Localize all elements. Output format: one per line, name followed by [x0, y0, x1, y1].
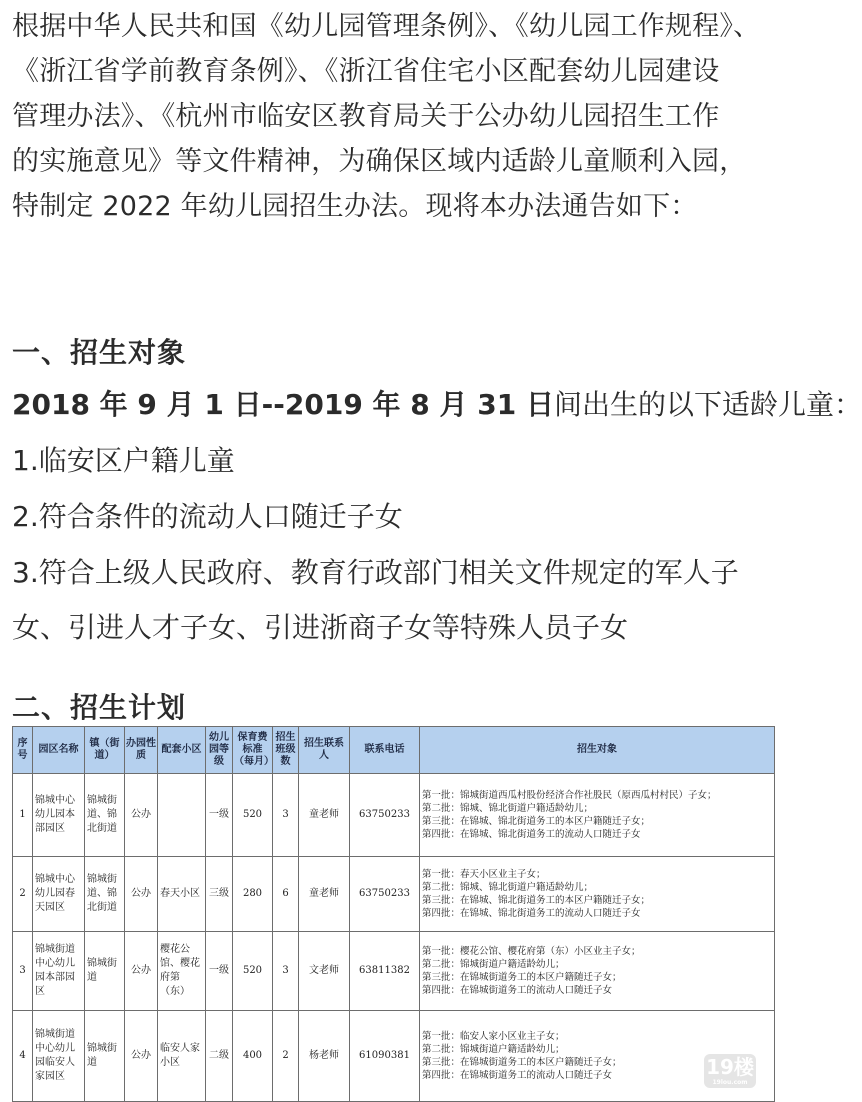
cell-community: 樱花公馆、樱花府第（东） [158, 932, 206, 1011]
cell-level: 二级 [206, 1011, 233, 1102]
section-heading-enrollment-plan: 二、招生计划 [12, 691, 187, 724]
table-row [13, 932, 775, 1011]
cell-no: 1 [13, 774, 33, 857]
enrollment-plan-table-wrapper [12, 726, 774, 1102]
target-batch: 第四批：在锦城、锦北街道务工的流动人口随迁子女 [422, 829, 641, 840]
cell-contact: 童老师 [299, 857, 350, 932]
cell-contact: 文老师 [299, 932, 350, 1011]
target-batch: 第三批：在锦城街道务工的本区户籍随迁子女； [422, 1057, 622, 1068]
cell-name: 锦城中心幼儿园本部园区 [33, 774, 85, 857]
target-item: 1.临安区户籍儿童 [12, 444, 235, 477]
intro-line: 《浙江省学前教育条例》、《浙江省住宅小区配套幼儿园建设 [12, 56, 720, 87]
cell-phone: 63750233 [350, 774, 420, 857]
watermark-logo-text: 19楼 [706, 1055, 754, 1079]
cell-community [158, 774, 206, 857]
header-no: 序号 [13, 727, 33, 774]
target-batch: 第四批：在锦城、锦北街道务工的流动人口随迁子女 [422, 908, 641, 919]
target-batch: 第一批：春天小区业主子女； [422, 869, 546, 880]
target-batch: 第二批：锦城、锦北街道户籍适龄幼儿； [422, 803, 594, 814]
cell-targets [420, 857, 775, 932]
section-heading-enrollment-target: 一、招生对象 [12, 336, 187, 369]
cell-fee: 280 [233, 857, 273, 932]
target-batch: 第四批：在锦城街道务工的流动人口随迁子女 [422, 1070, 613, 1081]
cell-name: 锦城中心幼儿园春天园区 [33, 857, 85, 932]
cell-classes: 3 [273, 932, 299, 1011]
header-nature: 办园性质 [125, 727, 158, 774]
cell-phone: 63811382 [350, 932, 420, 1011]
target-batch: 第三批：在锦城、锦北街道务工的本区户籍随迁子女； [422, 816, 651, 827]
cell-town: 锦城街道 [85, 932, 125, 1011]
site-watermark-logo [704, 1054, 756, 1088]
cell-fee: 400 [233, 1011, 273, 1102]
target-batch: 第三批：在锦城、锦北街道务工的本区户籍随迁子女； [422, 895, 651, 906]
cell-town: 锦城街道、锦北街道 [85, 774, 125, 857]
intro-line: 管理办法》、《杭州市临安区教育局关于公办幼儿园招生工作 [12, 101, 720, 132]
cell-no: 3 [13, 932, 33, 1011]
header-phone: 联系电话 [350, 727, 420, 774]
cell-town: 锦城街道 [85, 1011, 125, 1102]
target-batch: 第三批：在锦城街道务工的本区户籍随迁子女； [422, 972, 622, 983]
target-batch: 第一批：锦城街道西瓜村股份经济合作社股民（原西瓜村村民）子女； [422, 790, 717, 801]
header-community: 配套小区 [158, 727, 206, 774]
table-row [13, 857, 775, 932]
header-town: 镇（街道） [85, 727, 125, 774]
intro-line: 根据中华人民共和国《幼儿园管理条例》、《幼儿园工作规程》、 [12, 11, 761, 42]
target-item-continued: 女、引进人才子女、引进浙商子女等特殊人员子女 [12, 611, 629, 644]
cell-community: 临安人家小区 [158, 1011, 206, 1102]
cell-phone: 63750233 [350, 857, 420, 932]
header-contact: 招生联系人 [299, 727, 350, 774]
intro-line: 的实施意见》等文件精神，为确保区域内适龄儿童顺利入园， [12, 146, 747, 177]
target-item: 2.符合条件的流动人口随迁子女 [12, 500, 403, 533]
cell-community: 春天小区 [158, 857, 206, 932]
header-classes: 招生班级数 [273, 727, 299, 774]
target-batch: 第四批：在锦城街道务工的流动人口随迁子女 [422, 985, 613, 996]
header-fee: 保育费标准（每月） [233, 727, 273, 774]
cell-no: 4 [13, 1011, 33, 1102]
cell-fee: 520 [233, 774, 273, 857]
cell-no: 2 [13, 857, 33, 932]
cell-classes: 2 [273, 1011, 299, 1102]
cell-town: 锦城街道、锦北街道 [85, 857, 125, 932]
cell-nature: 公办 [125, 932, 158, 1011]
cell-level: 一级 [206, 774, 233, 857]
target-batch: 第二批：锦城、锦北街道户籍适龄幼儿； [422, 882, 594, 893]
intro-paragraph [12, 4, 774, 229]
birth-range-suffix: 间出生的以下适龄儿童： [554, 388, 862, 421]
intro-line: 特制定 2022 年幼儿园招生办法。现将本办法通告如下： [12, 191, 698, 222]
cell-level: 三级 [206, 857, 233, 932]
cell-fee: 520 [233, 932, 273, 1011]
table-row [13, 1011, 775, 1102]
table-row [13, 774, 775, 857]
target-batch: 第一批：樱花公馆、樱花府第（东）小区业主子女； [422, 946, 641, 957]
birth-range: 2018 年 9 月 1 日--2019 年 8 月 31 日 [12, 388, 554, 421]
cell-classes: 6 [273, 857, 299, 932]
header-targets: 招生对象 [420, 727, 775, 774]
target-batch: 第二批：锦城街道户籍适龄幼儿； [422, 1044, 565, 1055]
table-header-row [13, 727, 775, 774]
watermark-domain: 19lou.com [712, 1079, 748, 1086]
enrollment-plan-table [12, 726, 775, 1102]
cell-level: 一级 [206, 932, 233, 1011]
cell-contact: 童老师 [299, 774, 350, 857]
birth-range-line [12, 383, 862, 423]
cell-contact: 杨老师 [299, 1011, 350, 1102]
cell-targets [420, 932, 775, 1011]
cell-phone: 61090381 [350, 1011, 420, 1102]
cell-nature: 公办 [125, 774, 158, 857]
cell-classes: 3 [273, 774, 299, 857]
cell-name: 锦城街道中心幼儿园临安人家园区 [33, 1011, 85, 1102]
header-name: 园区名称 [33, 727, 85, 774]
target-batch: 第二批：锦城街道户籍适龄幼儿； [422, 959, 565, 970]
target-batch: 第一批：临安人家小区业主子女； [422, 1031, 565, 1042]
cell-name: 锦城街道中心幼儿园本部园区 [33, 932, 85, 1011]
cell-nature: 公办 [125, 1011, 158, 1102]
cell-targets [420, 774, 775, 857]
header-level: 幼儿园等级 [206, 727, 233, 774]
cell-nature: 公办 [125, 857, 158, 932]
target-item: 3.符合上级人民政府、教育行政部门相关文件规定的军人子 [12, 556, 739, 589]
